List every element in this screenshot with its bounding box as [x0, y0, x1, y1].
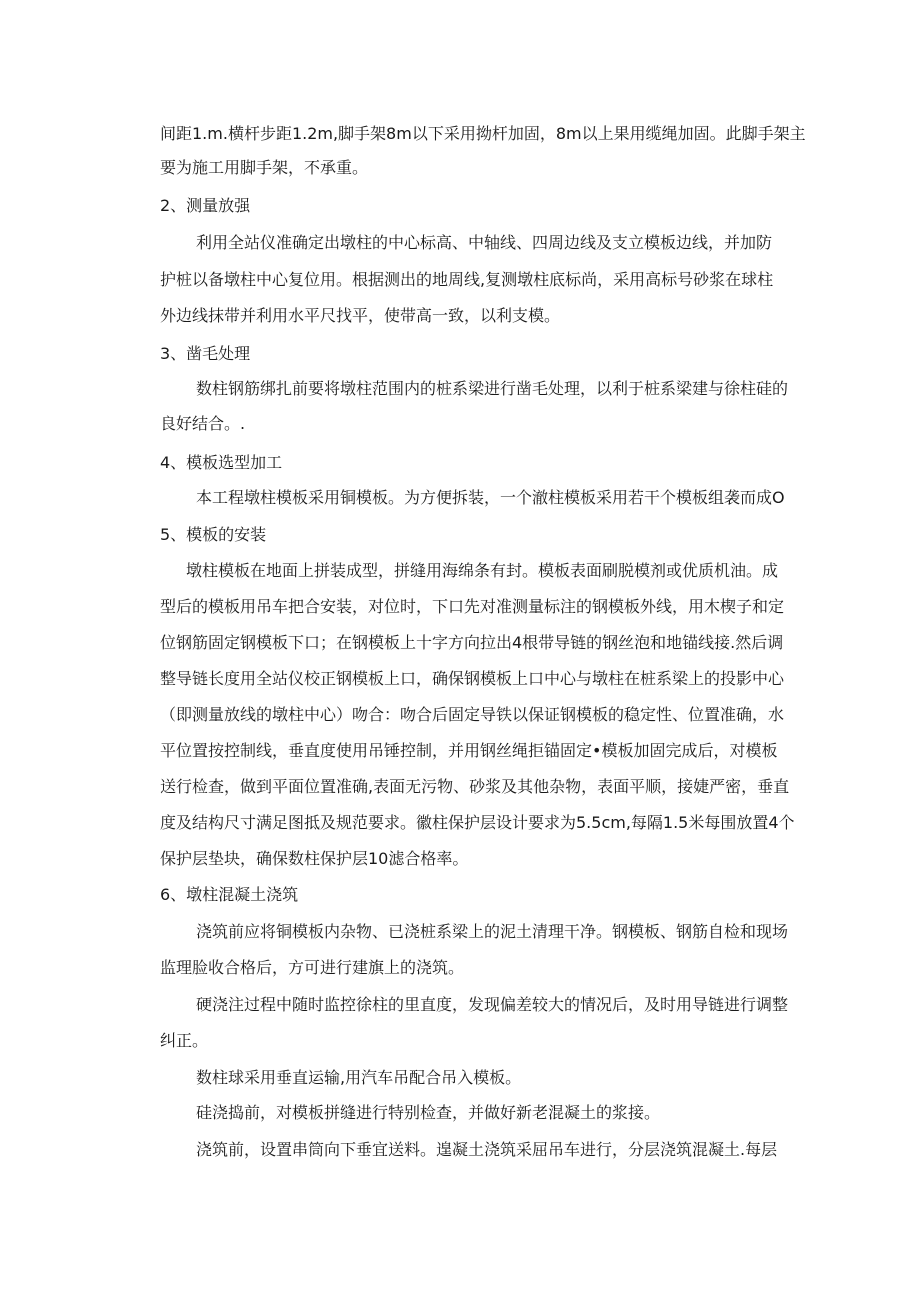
- text-line: 数柱钢筋绑扎前要将墩柱范围内的桩系梁进行凿毛处理，以利于桩系梁建与徐柱硅的: [196, 379, 789, 398]
- text-line: 平位置按控制线，垂直度使用吊锤控制，并用钢丝绳拒锚固定•模板加固完成后，对模板: [160, 741, 778, 760]
- section-heading: 5、模板的安装: [160, 525, 267, 544]
- text-line: 硅浇捣前，对模板拼缝进行特别检查，并做好新老混凝土的浆接。: [196, 1103, 661, 1122]
- section-heading: 2、测量放强: [160, 196, 251, 215]
- text-line: 护桩以备墩柱中心复位用。根据测出的地周线,复测墩柱底标尚，采用高标号砂浆在球柱: [160, 270, 774, 289]
- text-line: 利用全站仪准确定出墩柱的中心标高、中轴线、四周边线及支立模板边线，并加防: [196, 233, 773, 252]
- text-line: 外边线抹带并利用水平尺找平，使带高一致，以利支模。: [160, 306, 561, 325]
- section-heading: 6、墩柱混凝土浇筑: [160, 885, 299, 904]
- text-line: 度及结构尺寸满足图抵及规范要求。徽柱保护层设计要求为5.5cm,每隔1.5米每围放置4个: [160, 813, 795, 832]
- text-line: 型后的模板用吊车把合安装，对位时，下口先对准测量标注的钢模板外线，用木楔子和定: [160, 597, 785, 616]
- text-line: 浇筑前应将铜模板内杂物、已浇桩系梁上的泥土清理干净。钢模板、钢筋自检和现场: [196, 922, 789, 941]
- section-heading: 4、模板选型加工: [160, 453, 283, 472]
- text-line: （即测量放线的墩柱中心）吻合：吻合后固定导铁以保证钢模板的稳定性、位置准确，水: [160, 705, 785, 724]
- text-line: 本工程墩柱模板采用铜模板。为方便拆装，一个澈柱模板采用若干个模板组袭而成O: [196, 488, 785, 507]
- text-line: 送行检查，做到平面位置准确,表面无污物、砂浆及其他杂物，表面平顺，接婕严密，垂直: [160, 777, 790, 796]
- text-line: 整导链长度用全站仪校正钢模板上口，确保钢模板上口中心与墩柱在桩系梁上的投影中心: [160, 669, 785, 688]
- text-line: 浇筑前，设置串筒向下垂宜送料。遑凝土浇筑采屈吊车进行，分层浇筑混凝土.每层: [196, 1140, 778, 1159]
- text-line: 墩柱模板在地面上拼装成型，拼缝用海绵条有封。模板表面刷脱模剂或优质机油。成: [186, 561, 779, 580]
- text-line: 监理脸收合格后，方可进行建旗上的浇筑。: [160, 958, 465, 977]
- text-line: 间距1.m.横杆步距1.2m,脚手架8m以下采用拗杆加固，8m以上果用缆绳加固。此脚手架主: [160, 124, 806, 143]
- text-line: 硬浇注过程中随时监控徐柱的里直度，发现偏差较大的情况后，及时用导链进行调整: [196, 995, 789, 1014]
- section-heading: 3、凿毛处理: [160, 344, 251, 363]
- text-line: 良好结合。.: [160, 414, 246, 433]
- text-line: 保护层垫块，确保数柱保护层10滤合格率。: [160, 849, 469, 868]
- text-line: 数柱球采用垂直运输,用汽车吊配合吊入模板。: [196, 1068, 522, 1087]
- text-line: 位钢筋固定钢模板下口；在钢模板上十字方向拉出4根带导链的钢丝泡和地锚线接.然后调: [160, 633, 784, 652]
- text-line: 纠正。: [160, 1031, 209, 1050]
- text-line: 要为施工用脚手架，不承重。: [160, 158, 369, 177]
